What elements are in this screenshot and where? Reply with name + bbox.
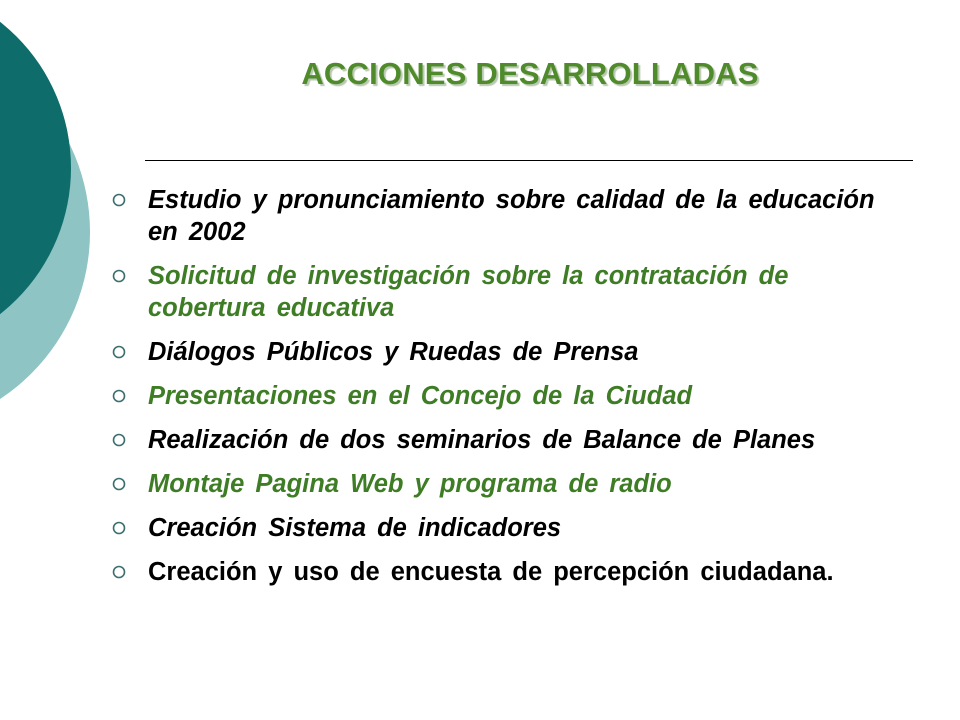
list-item-text: Estudio y pronunciamiento sobre calidad de la educación en 2002 — [148, 186, 875, 246]
ring-bullet-icon — [112, 477, 126, 491]
list-item — [112, 556, 912, 588]
list-item — [112, 512, 912, 544]
decorative-circles — [0, 0, 110, 400]
list-item — [112, 424, 912, 456]
ring-bullet-icon — [112, 345, 126, 359]
list-item-text: Creación y uso de encuesta de percepción ciudadana. — [148, 558, 834, 586]
ring-bullet-icon — [112, 269, 126, 283]
list-item — [112, 336, 912, 368]
ring-bullet-icon — [112, 521, 126, 535]
ring-bullet-icon — [112, 193, 126, 207]
list-item-text: Realización de dos seminarios de Balance de Planes — [148, 426, 816, 454]
slide-title: ACCIONES DESARROLLADAS — [301, 56, 759, 91]
list-item — [112, 380, 912, 412]
ring-bullet-icon — [112, 389, 126, 403]
ring-bullet-icon — [112, 565, 126, 579]
list-item-text: Creación Sistema de indicadores — [148, 514, 562, 542]
list-item — [112, 260, 912, 324]
list-item-text: Montaje Pagina Web y programa de radio — [148, 470, 672, 498]
list-item-text: Presentaciones en el Concejo de la Ciudad — [148, 382, 693, 410]
actions-list — [112, 184, 912, 600]
list-item — [112, 184, 912, 248]
list-item-text: Solicitud de investigación sobre la contratación de cobertura educativa — [148, 262, 789, 322]
list-item-text: Diálogos Públicos y Ruedas de Prensa — [148, 338, 639, 366]
list-item — [112, 468, 912, 500]
title-divider — [145, 160, 913, 161]
ring-bullet-icon — [112, 433, 126, 447]
